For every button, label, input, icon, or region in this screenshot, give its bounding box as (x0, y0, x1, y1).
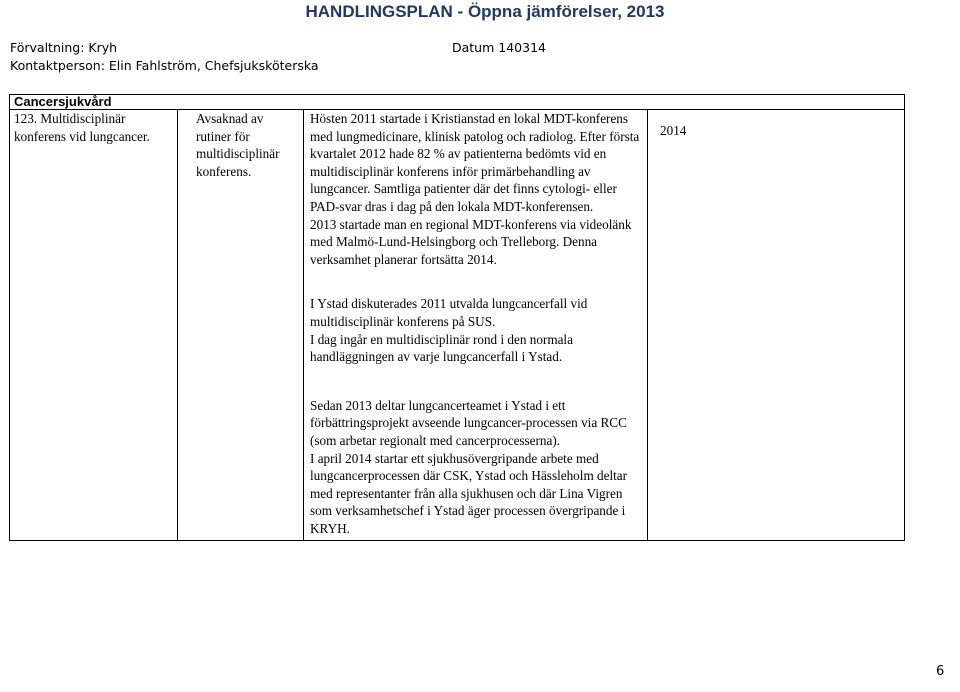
cause-cell: Avsaknad av rutiner för multidisciplinär konferens. (178, 110, 304, 541)
page-number: 6 (936, 664, 945, 679)
measure-paragraph: 2013 startade man en regional MDT-konferens via videolänk med Malmö-Lund-Helsingborg och Trelleborg. Denna verksamhet planerar fortsätta 2014. (310, 216, 632, 267)
action-plan-table (9, 94, 905, 541)
document-date: Datum 140314 (452, 40, 546, 55)
measure-paragraph: Sedan 2013 deltar lungcancerteamet i Ystad i ett förbättringsprojekt avseende lungcancer-processen via RCC (som arbetar regionalt med cancerprocesserna). (310, 397, 627, 448)
measure-paragraph: I Ystad diskuterades 2011 utvalda lungcancerfall vid multidisciplinär konferens på SUS. (310, 296, 588, 329)
timeline-cell: 2014 (648, 110, 905, 541)
administration-label: Förvaltning: Kryh (10, 40, 118, 55)
table-row (10, 110, 905, 541)
measure-paragraph: I april 2014 startar ett sjukhusövergripande arbete med lungcancerprocessen där CSK, Ystad och Hässleholm deltar med representanter från alla sjukhusen och där Lina Vigren som verksamhetschef i Ystad äger processen övergripande i KRYH. (310, 450, 628, 536)
indicator-cell: 123. Multidisciplinär konferens vid lungcancer. (10, 110, 178, 541)
contact-person: Kontaktperson: Elin Fahlström, Chefsjuksköterska (10, 58, 319, 73)
document-title: HANDLINGSPLAN - Öppna jämförelser, 2013 (305, 2, 665, 21)
measure-paragraph: I dag ingår en multidisciplinär rond i den normala handläggningen av varje lungcancerfall i Ystad. (310, 331, 573, 365)
section-header-row (10, 95, 905, 110)
section-title: Cancersjukvård (10, 95, 905, 110)
measures-cell (304, 110, 648, 541)
measure-paragraph: Hösten 2011 startade i Kristianstad en lokal MDT-konferens med lungmedicinare, klinisk patolog och radiolog. Efter första kvartalet 2012 hade 82 % av patienterna bedömts vid en multidisciplinär konferens inför primärbehandling av lungcancer. Samtliga patienter där det finns cytologi- eller PAD-svar dras i dag på den lokala MDT-konferensen. (310, 111, 640, 214)
